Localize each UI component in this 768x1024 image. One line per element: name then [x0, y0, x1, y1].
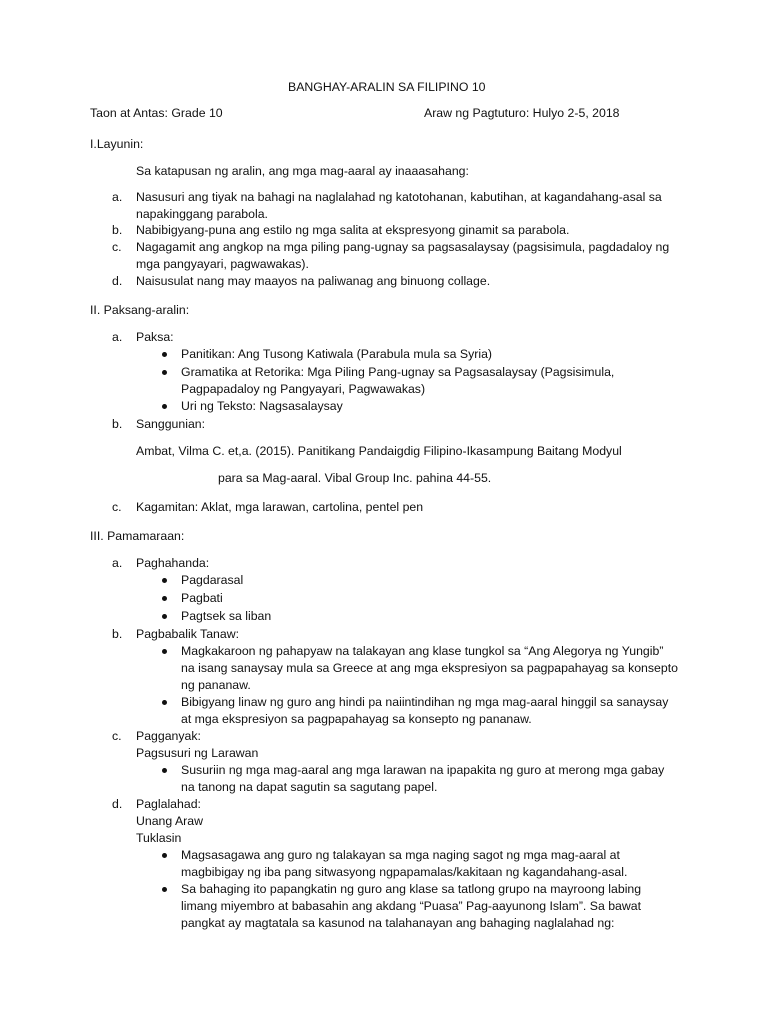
paglalahad-bullet-1-line-1: Magsasagawa ang guro ng talakayan sa mga naging sagot ng mga mag-aaral at — [181, 848, 620, 862]
bullet-icon — [162, 578, 167, 583]
pagganyak-bullet-1-line-1: Susuriin ng mga mag-aaral ang mga larawan na ipapakita ng guro at merong mga gabay — [181, 763, 665, 777]
layunin-b-marker: b. — [112, 223, 123, 237]
document-title: BANGHAY-ARALIN SA FILIPINO 10 — [288, 80, 486, 94]
layunin-b-line-1: Nabibigyang-puna ang estilo ng mga salita at ekspresyong ginamit sa parabola. — [136, 223, 570, 237]
pagganyak-bullet-1-line-2: na tanong na dapat sagutin sa sagutang papel. — [181, 780, 438, 794]
paksa-bullet-2-line-2: Pagpapadaloy ng Pangyayari, Pagwawakas) — [181, 382, 426, 396]
bullet-icon — [162, 700, 167, 705]
pagbabalik-bullet-1-line-2: na isang sanaysay mula sa Greece at ang mga ekspresiyon sa pagpapahayag sa konsepto — [181, 661, 678, 675]
paglalahad-bullet-2-line-2: limang miyembro at babasahin ang akdang “Puasa” Pag-aayunong Islam”. Sa bawat — [181, 899, 642, 913]
bullet-icon — [162, 614, 167, 619]
araw-ng-pagtuturo: Araw ng Pagtuturo: Hulyo 2-5, 2018 — [424, 106, 620, 120]
pagbabalik-bullet-2-line-1: Bibigyang linaw ng guro ang hindi pa naiintindihan ng mga mag-aaral hinggil sa sanaysay — [181, 695, 669, 709]
pagbabalik-tanaw-marker: b. — [112, 627, 123, 641]
paksa-bullet-1-line-1: Panitikan: Ang Tusong Katiwala (Parabula mula sa Syria) — [181, 347, 493, 361]
paglalahad-bullet-1-line-2: magbibigay ng iba pang sitwasyong ngpapamalas/kakitaan ng kagandahang-asal. — [181, 865, 628, 879]
unang-araw: Unang Araw — [136, 814, 203, 828]
kagamitan-marker: c. — [112, 500, 122, 514]
layunin-a-line-1: Nasusuri ang tiyak na bahagi na naglalahad ng katotohanan, kabutihan, at kagandahang-asal sa — [136, 190, 662, 204]
pagbabalik-bullet-1-line-1: Magkakaroon ng pahapyaw na talakayan ang klase tungkol sa “Ang Alegorya ng Yungib” — [181, 644, 664, 658]
layunin-d-line-1: Naisusulat nang may maayos na paliwanag ang binuong collage. — [136, 274, 491, 288]
pagbabalik-tanaw-label: Pagbabalik Tanaw: — [136, 627, 240, 641]
paghahanda-bullet-1: Pagdarasal — [181, 573, 244, 587]
pagganyak-label: Pagganyak: — [136, 729, 201, 743]
paglalahad-marker: d. — [112, 797, 123, 811]
layunin-d-marker: d. — [112, 274, 123, 288]
layunin-a-line-2: napakinggang parabola. — [136, 207, 268, 221]
layunin-intro: Sa katapusan ng aralin, ang mga mag-aaral ay inaaasahang: — [136, 164, 469, 178]
pagganyak-sub: Pagsusuri ng Larawan — [136, 746, 259, 760]
bullet-icon — [162, 887, 167, 892]
layunin-a-marker: a. — [112, 190, 123, 204]
paghahanda-bullet-2: Pagbati — [181, 591, 223, 605]
sanggunian-marker: b. — [112, 417, 123, 431]
layunin-heading: I.Layunin: — [90, 137, 144, 151]
bullet-icon — [162, 404, 167, 409]
bullet-icon — [162, 352, 167, 357]
pagbabalik-bullet-2-line-2: at mga ekspresiyon sa pagpapahayag sa konsepto ng pananaw. — [181, 712, 532, 726]
bullet-icon — [162, 768, 167, 773]
bullet-icon — [162, 596, 167, 601]
paghahanda-bullet-3: Pagtsek sa liban — [181, 609, 272, 623]
bullet-icon — [162, 649, 167, 654]
kagamitan-label: Kagamitan: Aklat, mga larawan, cartolina, pentel pen — [136, 500, 424, 514]
layunin-c-line-2: mga pangyayari, pagwawakas). — [136, 257, 309, 271]
pagganyak-marker: c. — [112, 729, 122, 743]
sanggunian-line-1: Ambat, Vilma C. et,a. (2015). Panitikang Pandaigdig Filipino-Ikasampung Baitang Modyul — [136, 444, 622, 458]
paksa-label: Paksa: — [136, 330, 174, 344]
bullet-icon — [162, 853, 167, 858]
layunin-c-marker: c. — [112, 240, 122, 254]
paghahanda-label: Paghahanda: — [136, 556, 210, 570]
paksang-aralin-heading: II. Paksang-aralin: — [90, 303, 190, 317]
sanggunian-line-2: para sa Mag-aaral. Vibal Group Inc. pahina 44-55. — [218, 471, 492, 485]
sanggunian-label: Sanggunian: — [136, 417, 206, 431]
paksa-bullet-2-line-1: Gramatika at Retorika: Mga Piling Pang-ugnay sa Pagsasalaysay (Pagsisimula, — [181, 365, 615, 379]
tuklasin: Tuklasin — [136, 831, 182, 845]
pamamaraan-heading: III. Pamamaraan: — [90, 529, 185, 543]
layunin-c-line-1: Nagagamit ang angkop na mga piling pang-ugnay sa pagsasalaysay (pagsisimula, pagdadaloy ng — [136, 240, 670, 254]
paglalahad-label: Paglalahad: — [136, 797, 201, 811]
pagbabalik-bullet-1-line-3: ng pananaw. — [181, 678, 251, 692]
paglalahad-bullet-2-line-1: Sa bahaging ito papangkatin ng guro ang klase sa tatlong grupo na mayroong labing — [181, 882, 642, 896]
paghahanda-marker: a. — [112, 556, 123, 570]
paglalahad-bullet-2-line-3: pangkat ay magtatala sa kasunod na talahanayan ang bahaging naglalahad ng: — [181, 916, 615, 930]
paksa-bullet-3-line-1: Uri ng Teksto: Nagsasalaysay — [181, 399, 343, 413]
paksa-marker: a. — [112, 330, 123, 344]
bullet-icon — [162, 370, 167, 375]
taon-at-antas: Taon at Antas: Grade 10 — [90, 106, 223, 120]
